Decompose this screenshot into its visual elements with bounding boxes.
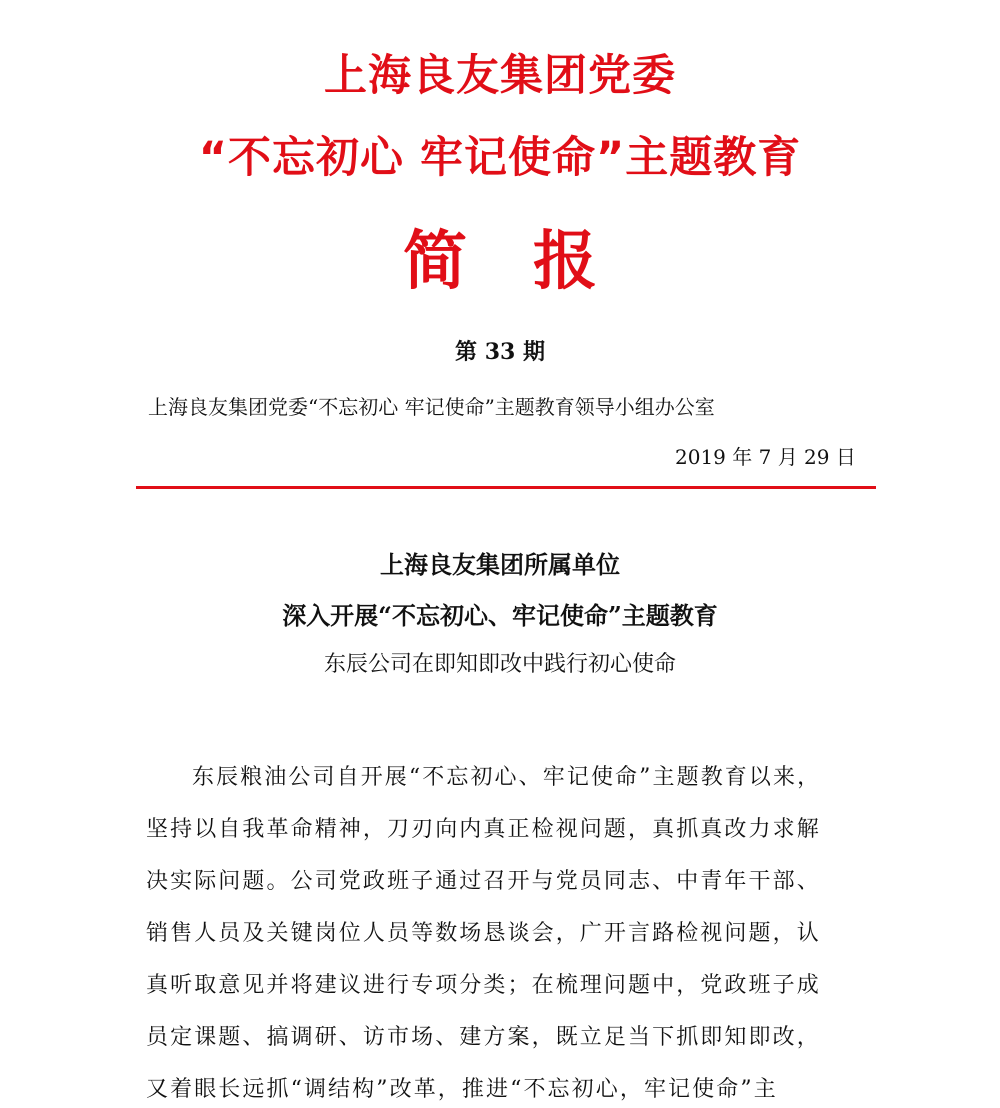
article-line: 真听取意见并将建议进行专项分类；在梳理问题中，党政班子成 (146, 973, 821, 998)
issue-number: 第 33 期 (455, 339, 545, 365)
issuer-office: 上海良友集团党委“不忘初心 牢记使命”主题教育领导小组办公室 (148, 395, 715, 419)
article-line: 又着眼长远抓“调结构”改革，推进“不忘初心，牢记使命”主 (146, 1077, 778, 1102)
issue-date: 2019 年 7 月 29 日 (675, 445, 856, 469)
article-line: 坚持以自我革命精神，刀刃向内真正检视问题，真抓真改力求解 (146, 817, 821, 842)
article-line: 东辰粮油公司自开展“不忘初心、牢记使命”主题教育以来， (192, 765, 822, 790)
bulletin-title-char: 简 (403, 224, 467, 299)
article-line: 销售人员及关键岗位人员等数场恳谈会，广开言路检视问题，认 (146, 921, 821, 946)
article-line: 员定课题、搞调研、访市场、建方案，既立足当下抓即知即改， (146, 1025, 821, 1050)
bulletin-title (0, 222, 1000, 302)
article-body (146, 752, 860, 1108)
red-divider-line (136, 486, 876, 489)
article-line: 决实际问题。公司党政班子通过召开与党员同志、中青年干部、 (146, 869, 821, 894)
theme-title: “不忘初心 牢记使命”主题教育 (198, 133, 802, 183)
article-headline: 深入开展“不忘初心、牢记使命”主题教育 (282, 601, 718, 630)
article-headline: 上海良友集团所属单位 (380, 550, 620, 579)
article-subheadline: 东辰公司在即知即改中践行初心使命 (323, 652, 676, 677)
bulletin-title-char: 报 (533, 224, 597, 299)
organization-title: 上海良友集团党委 (324, 51, 676, 101)
